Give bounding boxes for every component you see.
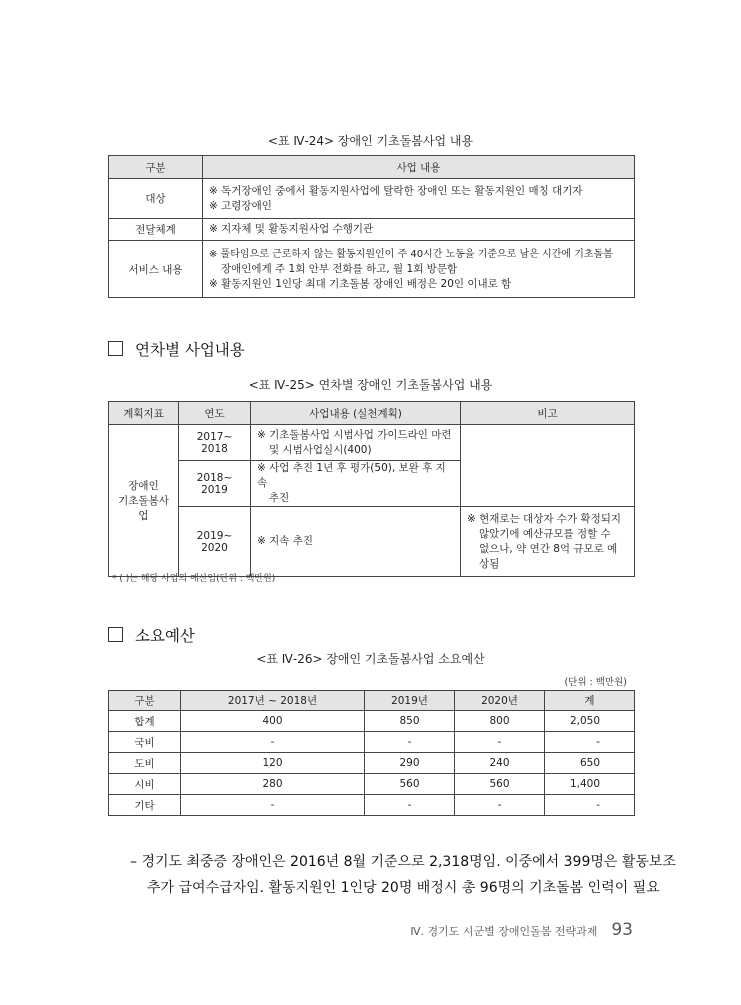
table2-year: 2018~ 2019 — [179, 461, 251, 507]
table3-cell: - — [545, 795, 635, 816]
table3-cell: - — [455, 795, 545, 816]
table2 — [108, 401, 635, 577]
page-footer — [410, 920, 633, 940]
table3-cell: 120 — [181, 753, 365, 774]
table3-cell: 290 — [365, 753, 455, 774]
table2-content-line: ※ 지속 추진 — [257, 535, 314, 547]
table3-cell: 560 — [455, 774, 545, 795]
table1-row-label: 대상 — [109, 179, 203, 219]
table3-cell: 800 — [455, 711, 545, 732]
table3-unit: (단위 : 백만원) — [564, 677, 627, 688]
table3-cell: 2,050 — [545, 711, 635, 732]
table2-remark-line: 상됨 — [479, 557, 500, 570]
table2-header-year: 연도 — [179, 402, 251, 425]
table3-cell: 시비 — [109, 774, 181, 795]
table3-cell: - — [455, 732, 545, 753]
table-row — [109, 774, 635, 795]
table2-note: * ( )는 해당 사업의 예산임(단위 : 백만원) — [112, 574, 276, 584]
table3-caption: <표 Ⅳ-26> 장애인 기초돌봄사업 소요예산 — [256, 652, 485, 666]
table1-item: ※ 지자체 및 활동지원사업 수행기관 — [209, 223, 374, 235]
table2-header-content: 사업내용 (실천계획) — [251, 402, 461, 425]
table2-indicator-cell — [109, 425, 179, 577]
table3-cell: 850 — [365, 711, 455, 732]
footer-chapter: Ⅳ. 경기도 시군별 장애인돌봄 전략과제 — [410, 925, 598, 938]
table2-remark — [461, 507, 635, 577]
page-number: 93 — [611, 920, 633, 940]
table2-content — [251, 461, 461, 507]
table3-header: 2020년 — [455, 691, 545, 711]
table1-caption: <표 Ⅳ-24> 장애인 기초돌봄사업 내용 — [267, 134, 474, 148]
section-title-budget — [108, 624, 195, 646]
table2-remark-empty — [461, 425, 635, 507]
table1-row-content — [203, 241, 635, 298]
table1-row-label: 서비스 내용 — [109, 241, 203, 298]
table1-row-content — [203, 179, 635, 219]
table3-cell: 국비 — [109, 732, 181, 753]
table2-content-line: 및 시범사업실시(400) — [269, 443, 372, 456]
table2-remark-line: 없으나, 약 연간 8억 규모로 예 — [479, 542, 618, 555]
table-row — [109, 795, 635, 816]
section-title-text: 연차별 사업내용 — [135, 341, 245, 359]
table3-cell: 1,400 — [545, 774, 635, 795]
table3-header: 계 — [545, 691, 635, 711]
table3-cell: - — [181, 795, 365, 816]
table3-cell: 650 — [545, 753, 635, 774]
table-row — [109, 753, 635, 774]
table2-content-line: ※ 기초돌봄사업 시범사업 가이드라인 마련 — [257, 428, 452, 441]
table2-year: 2019~ 2020 — [179, 507, 251, 577]
table3-cell: - — [365, 732, 455, 753]
table2-remark-line: 않았기에 예산규모를 정할 수 — [479, 527, 611, 540]
section-title-yearly — [108, 338, 245, 360]
table3-header: 2019년 — [365, 691, 455, 711]
table3-cell: - — [365, 795, 455, 816]
table3-cell: - — [545, 732, 635, 753]
table1-row-content — [203, 219, 635, 241]
table2-indicator-line: 장애인 — [128, 480, 159, 492]
table3-cell: 기타 — [109, 795, 181, 816]
table2-content — [251, 507, 461, 577]
section-title-text: 소요예산 — [135, 627, 195, 645]
table1-header-content: 사업 내용 — [203, 156, 635, 179]
table-row — [109, 711, 635, 732]
table2-caption: <표 Ⅳ-25> 연차별 장애인 기초돌봄사업 내용 — [248, 378, 493, 392]
table1 — [108, 155, 635, 298]
table2-header-indicator: 계획지표 — [109, 402, 179, 425]
table3-cell: 560 — [365, 774, 455, 795]
table2-remark-line: ※ 현재로는 대상자 수가 확정되지 — [467, 512, 622, 525]
table1-item: ※ 활동지원인 1인당 최대 기초돌봄 장애인 배정은 20인 이내로 함 — [209, 277, 512, 290]
table-row — [109, 732, 635, 753]
checkbox-square-icon — [108, 627, 123, 642]
table3-cell: 합계 — [109, 711, 181, 732]
table3-cell: 240 — [455, 753, 545, 774]
table2-year: 2017~ 2018 — [179, 425, 251, 461]
table3-cell: - — [181, 732, 365, 753]
table3-cell: 280 — [181, 774, 365, 795]
checkbox-square-icon — [108, 341, 123, 356]
table2-content-line: 추진 — [269, 492, 290, 504]
table2-content-line: ※ 사업 추진 1년 후 평가(50), 보완 후 지속 — [257, 462, 446, 489]
table3-cell: 도비 — [109, 753, 181, 774]
body-paragraph-line1: – 경기도 최중증 장애인은 2016년 8월 기준으로 2,318명임. 이중에서 399명은 활동보조 — [130, 854, 676, 870]
table3-header: 구분 — [109, 691, 181, 711]
table1-item: ※ 고령장애인 — [209, 199, 272, 212]
table1-item: 장애인에게 주 1회 안부 전화를 하고, 월 1회 방문함 — [221, 262, 458, 275]
body-paragraph-line2: 추가 급여수급자임. 활동지원인 1인당 20명 배정시 총 96명의 기초돌봄 인력이 필요 — [147, 880, 660, 896]
table2-header-remark: 비고 — [461, 402, 635, 425]
table2-content — [251, 425, 461, 461]
table1-item: ※ 독거장애인 중에서 활동지원사업에 탈락한 장애인 또는 활동지원인 매칭 대기자 — [209, 184, 583, 197]
table1-row-label: 전달체계 — [109, 219, 203, 241]
table1-header-category: 구분 — [109, 156, 203, 179]
table2-indicator-line: 기초돌봄사업 — [118, 495, 169, 522]
table3-header: 2017년 ~ 2018년 — [181, 691, 365, 711]
table3 — [108, 690, 635, 816]
table1-item: ※ 풀타임으로 근로하지 않는 활동지원인이 주 40시간 노동을 기준으로 남은 시간에 기초돌봄 — [209, 248, 613, 260]
table3-cell: 400 — [181, 711, 365, 732]
